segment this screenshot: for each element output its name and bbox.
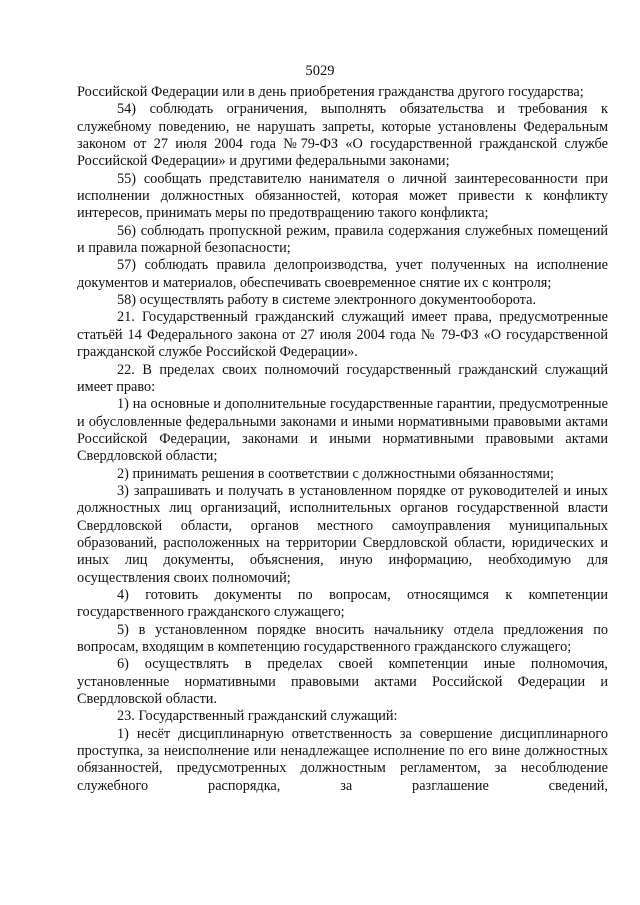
- paragraph-item-57: 57) соблюдать правила делопроизводства, учет полученных на исполнение документов и материалов, обеспечивать своевременное снятие их с контроля;: [77, 257, 608, 291]
- paragraph-continuation: Российской Федерации или в день приобретения гражданства другого государства;: [77, 84, 584, 100]
- paragraph-right-2: 2) принимать решения в соответствии с должностными обязанностями;: [117, 465, 555, 482]
- paragraph-item-58: 58) осуществлять работу в системе электронного документооборота.: [117, 292, 537, 309]
- paragraph-section-23: 23. Государственный гражданский служащий:: [117, 708, 398, 725]
- document-body: [77, 84, 608, 795]
- page-number: 5029: [305, 63, 335, 79]
- paragraph-responsibility-1: 1) несёт дисциплинарную ответственность за совершение дисциплинарного проступка, за неисполнение или ненадлежащее исполнение по его вине должностных обязанностей, предусмотренных должностным регламентом, за несоблюдение служебного распорядка, за разглашение сведений,: [77, 725, 608, 794]
- paragraph-right-4: 4) готовить документы по вопросам, относящимся к компетенции государственного гражданского служащего;: [77, 586, 608, 621]
- paragraph-right-3: 3) запрашивать и получать в установленном порядке от руководителей и иных должностных лиц организаций, исполнительных органов государственной власти Свердловской области, органов местного самоуправления муниципальных образований, расположенных на территории Свердловской области, юридических и иных лиц документы, объяснения, иную информацию, необходимую для осуществления своих полномочий;: [77, 482, 608, 586]
- paragraph-item-54: 54) соблюдать ограничения, выполнять обязательства и требования к служебному поведению, не нарушать запреты, которые установлены Федеральным законом от 27 июля 2004 года №79-ФЗ «О государственной гражданской службе Российской Федерации» и другими федеральными законами;: [77, 101, 608, 170]
- paragraph-right-1: 1) на основные и дополнительные государственные гарантии, предусмотренные и обусловленные федеральными законами и иными нормативными правовыми актами Российской Федерации, законами и иными нормативными правовыми актами Свердловской области;: [77, 396, 608, 465]
- paragraph-section-21: 21. Государственный гражданский служащий имеет права, предусмотренные статьёй 14 Федерального закона от 27 июля 2004 года № 79-ФЗ «О государственной гражданской службе Российской Федерации».: [77, 309, 608, 361]
- paragraph-right-6: 6) осуществлять в пределах своей компетенции иные полномочия, установленные нормативными правовыми актами Российской Федерации и Свердловской области.: [77, 656, 608, 708]
- paragraph-item-55: 55) сообщать представителю нанимателя о личной заинтересованности при исполнении должностных обязанностей, которая может привести к конфликту интересов, принимать меры по предотвращению такого конфликта;: [77, 170, 608, 222]
- paragraph-section-22: 22. В пределах своих полномочий государственный гражданский служащий имеет право:: [77, 361, 608, 395]
- paragraph-item-56: 56) соблюдать пропускной режим, правила содержания служебных помещений и правила пожарной безопасности;: [77, 222, 608, 257]
- paragraph-right-5: 5) в установленном порядке вносить начальнику отдела предложения по вопросам, входящим в компетенцию государственного гражданского служащего;: [77, 621, 608, 655]
